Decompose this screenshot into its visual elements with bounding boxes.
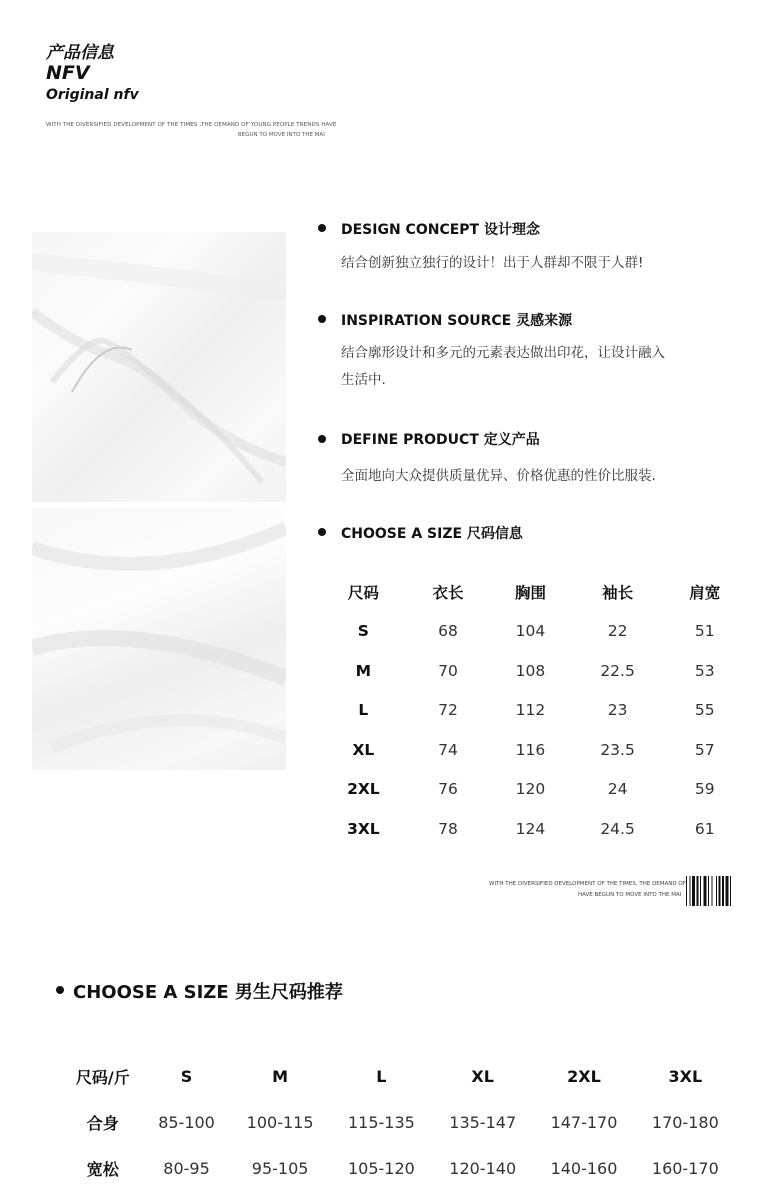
recommend-header-cell: S (180, 1066, 193, 1086)
fabric-drape-illustration (32, 508, 286, 770)
fabric-photo-collar (32, 232, 286, 502)
size-label: 2XL (347, 780, 380, 799)
table-cell: 24.5 (600, 819, 635, 838)
inspiration-source-text-line1: 结合廓形设计和多元的元素表达做出印花，让设计融入 (341, 345, 665, 361)
size-table-header-cell: 袖长 (602, 583, 634, 602)
recommend-header-cell: L (376, 1066, 387, 1086)
table-cell: 135-147 (449, 1112, 517, 1132)
table-cell: 59 (694, 780, 715, 799)
table-cell: 140-160 (550, 1158, 618, 1178)
table-cell: 120-140 (449, 1158, 517, 1178)
size-table-header (320, 572, 746, 612)
header-cn-title: 产品信息 (46, 43, 114, 63)
table-cell: 100-115 (246, 1112, 314, 1132)
fit-label: 宽松 (86, 1159, 119, 1179)
table-cell: 24 (607, 780, 628, 799)
barcode-caption: WITH THE DIVERSIFIED DEVELOPMENT OF THE TIMES, THE DEMAND OF (489, 881, 686, 887)
table-cell: 57 (694, 740, 715, 759)
size-info-title: CHOOSE A SIZE 尺码信息 (341, 526, 523, 542)
size-label: M (355, 661, 372, 680)
table-cell: 170-180 (651, 1112, 719, 1132)
size-label: XL (352, 740, 375, 759)
table-cell: 68 (438, 622, 458, 641)
table-cell: 112 (515, 701, 546, 720)
table-cell: 104 (515, 622, 546, 641)
size-table-header-cell: 肩宽 (689, 583, 721, 602)
table-row (320, 612, 746, 652)
table-cell: 78 (438, 819, 458, 838)
barcode-icon (686, 876, 742, 906)
table-cell: 61 (694, 819, 715, 838)
size-table (320, 572, 746, 849)
design-concept-text: 结合创新独立独行的设计！出于人群却不限于人群! (341, 255, 644, 271)
fit-label: 合身 (86, 1113, 119, 1133)
size-table-header-cell: 衣长 (432, 583, 464, 602)
table-cell: 115-135 (347, 1112, 415, 1132)
table-cell: 23.5 (600, 740, 635, 759)
size-recommend-title: CHOOSE A SIZE 男生尺码推荐 (73, 982, 343, 1003)
table-cell: 147-170 (550, 1112, 618, 1132)
bullet-icon (318, 315, 326, 323)
barcode-caption-continued: HAVE BEGUN TO MOVE INTO THE MAI (578, 892, 682, 898)
recommend-header-cell: 尺码/斤 (75, 1067, 130, 1087)
bullet-icon (318, 224, 326, 232)
table-cell: 70 (438, 661, 458, 680)
size-label: L (358, 701, 369, 720)
bullet-icon (318, 528, 326, 536)
table-row (320, 770, 746, 810)
inspiration-source-title: INSPIRATION SOURCE 灵感来源 (341, 313, 573, 329)
brand-subtitle: Original nfv (46, 87, 139, 103)
recommend-header-cell: 2XL (567, 1066, 601, 1086)
inspiration-source-text-line2: 生活中. (341, 372, 386, 388)
table-cell: 85-100 (158, 1112, 215, 1132)
table-cell: 95-105 (251, 1158, 309, 1178)
table-cell: 160-170 (651, 1158, 719, 1178)
table-cell: 76 (438, 780, 458, 799)
fabric-fold-illustration (32, 232, 286, 502)
table-row (62, 1145, 736, 1191)
fabric-photo-drape (32, 508, 286, 770)
size-label: 3XL (347, 819, 380, 838)
table-cell: 22.5 (600, 661, 635, 680)
table-cell: 120 (515, 780, 546, 799)
table-cell: 108 (515, 661, 546, 680)
table-cell: 55 (694, 701, 715, 720)
design-concept-title: DESIGN CONCEPT 设计理念 (341, 222, 540, 238)
table-cell: 22 (607, 622, 628, 641)
recommend-header-cell: M (272, 1066, 289, 1086)
table-row (62, 1099, 736, 1145)
table-row (320, 730, 746, 770)
table-cell: 105-120 (347, 1158, 415, 1178)
table-cell: 72 (438, 701, 458, 720)
table-cell: 51 (694, 622, 715, 641)
table-cell: 23 (607, 701, 628, 720)
define-product-text: 全面地向大众提供质量优异、价格优惠的性价比服装. (341, 468, 656, 484)
define-product-title: DEFINE PRODUCT 定义产品 (341, 432, 540, 448)
table-cell: 124 (515, 819, 546, 838)
table-cell: 74 (438, 740, 458, 759)
bullet-icon (56, 986, 64, 994)
recommend-table-header (62, 1053, 736, 1099)
header-tagline: WITH THE DIVERSIFIED DEVELOPMENT OF THE TIMES ,THE DEMAND OF YOUNG PEOPLE TRENDS HAVE (46, 122, 337, 128)
table-row (320, 651, 746, 691)
recommend-header-cell: XL (471, 1066, 494, 1086)
table-row (320, 809, 746, 849)
table-row (320, 691, 746, 731)
size-table-header-cell: 胸围 (514, 583, 546, 602)
size-recommend-table (62, 1053, 736, 1191)
table-cell: 116 (515, 740, 546, 759)
brand-name: NFV (46, 62, 90, 84)
header-tagline-continued: BEGUN TO MOVE INTO THE MAI (238, 132, 325, 138)
table-cell: 53 (694, 661, 715, 680)
recommend-header-cell: 3XL (668, 1066, 703, 1086)
table-cell: 80-95 (163, 1158, 210, 1178)
bullet-icon (318, 435, 326, 443)
size-label: S (357, 622, 369, 641)
size-table-header-cell: 尺码 (347, 583, 379, 602)
